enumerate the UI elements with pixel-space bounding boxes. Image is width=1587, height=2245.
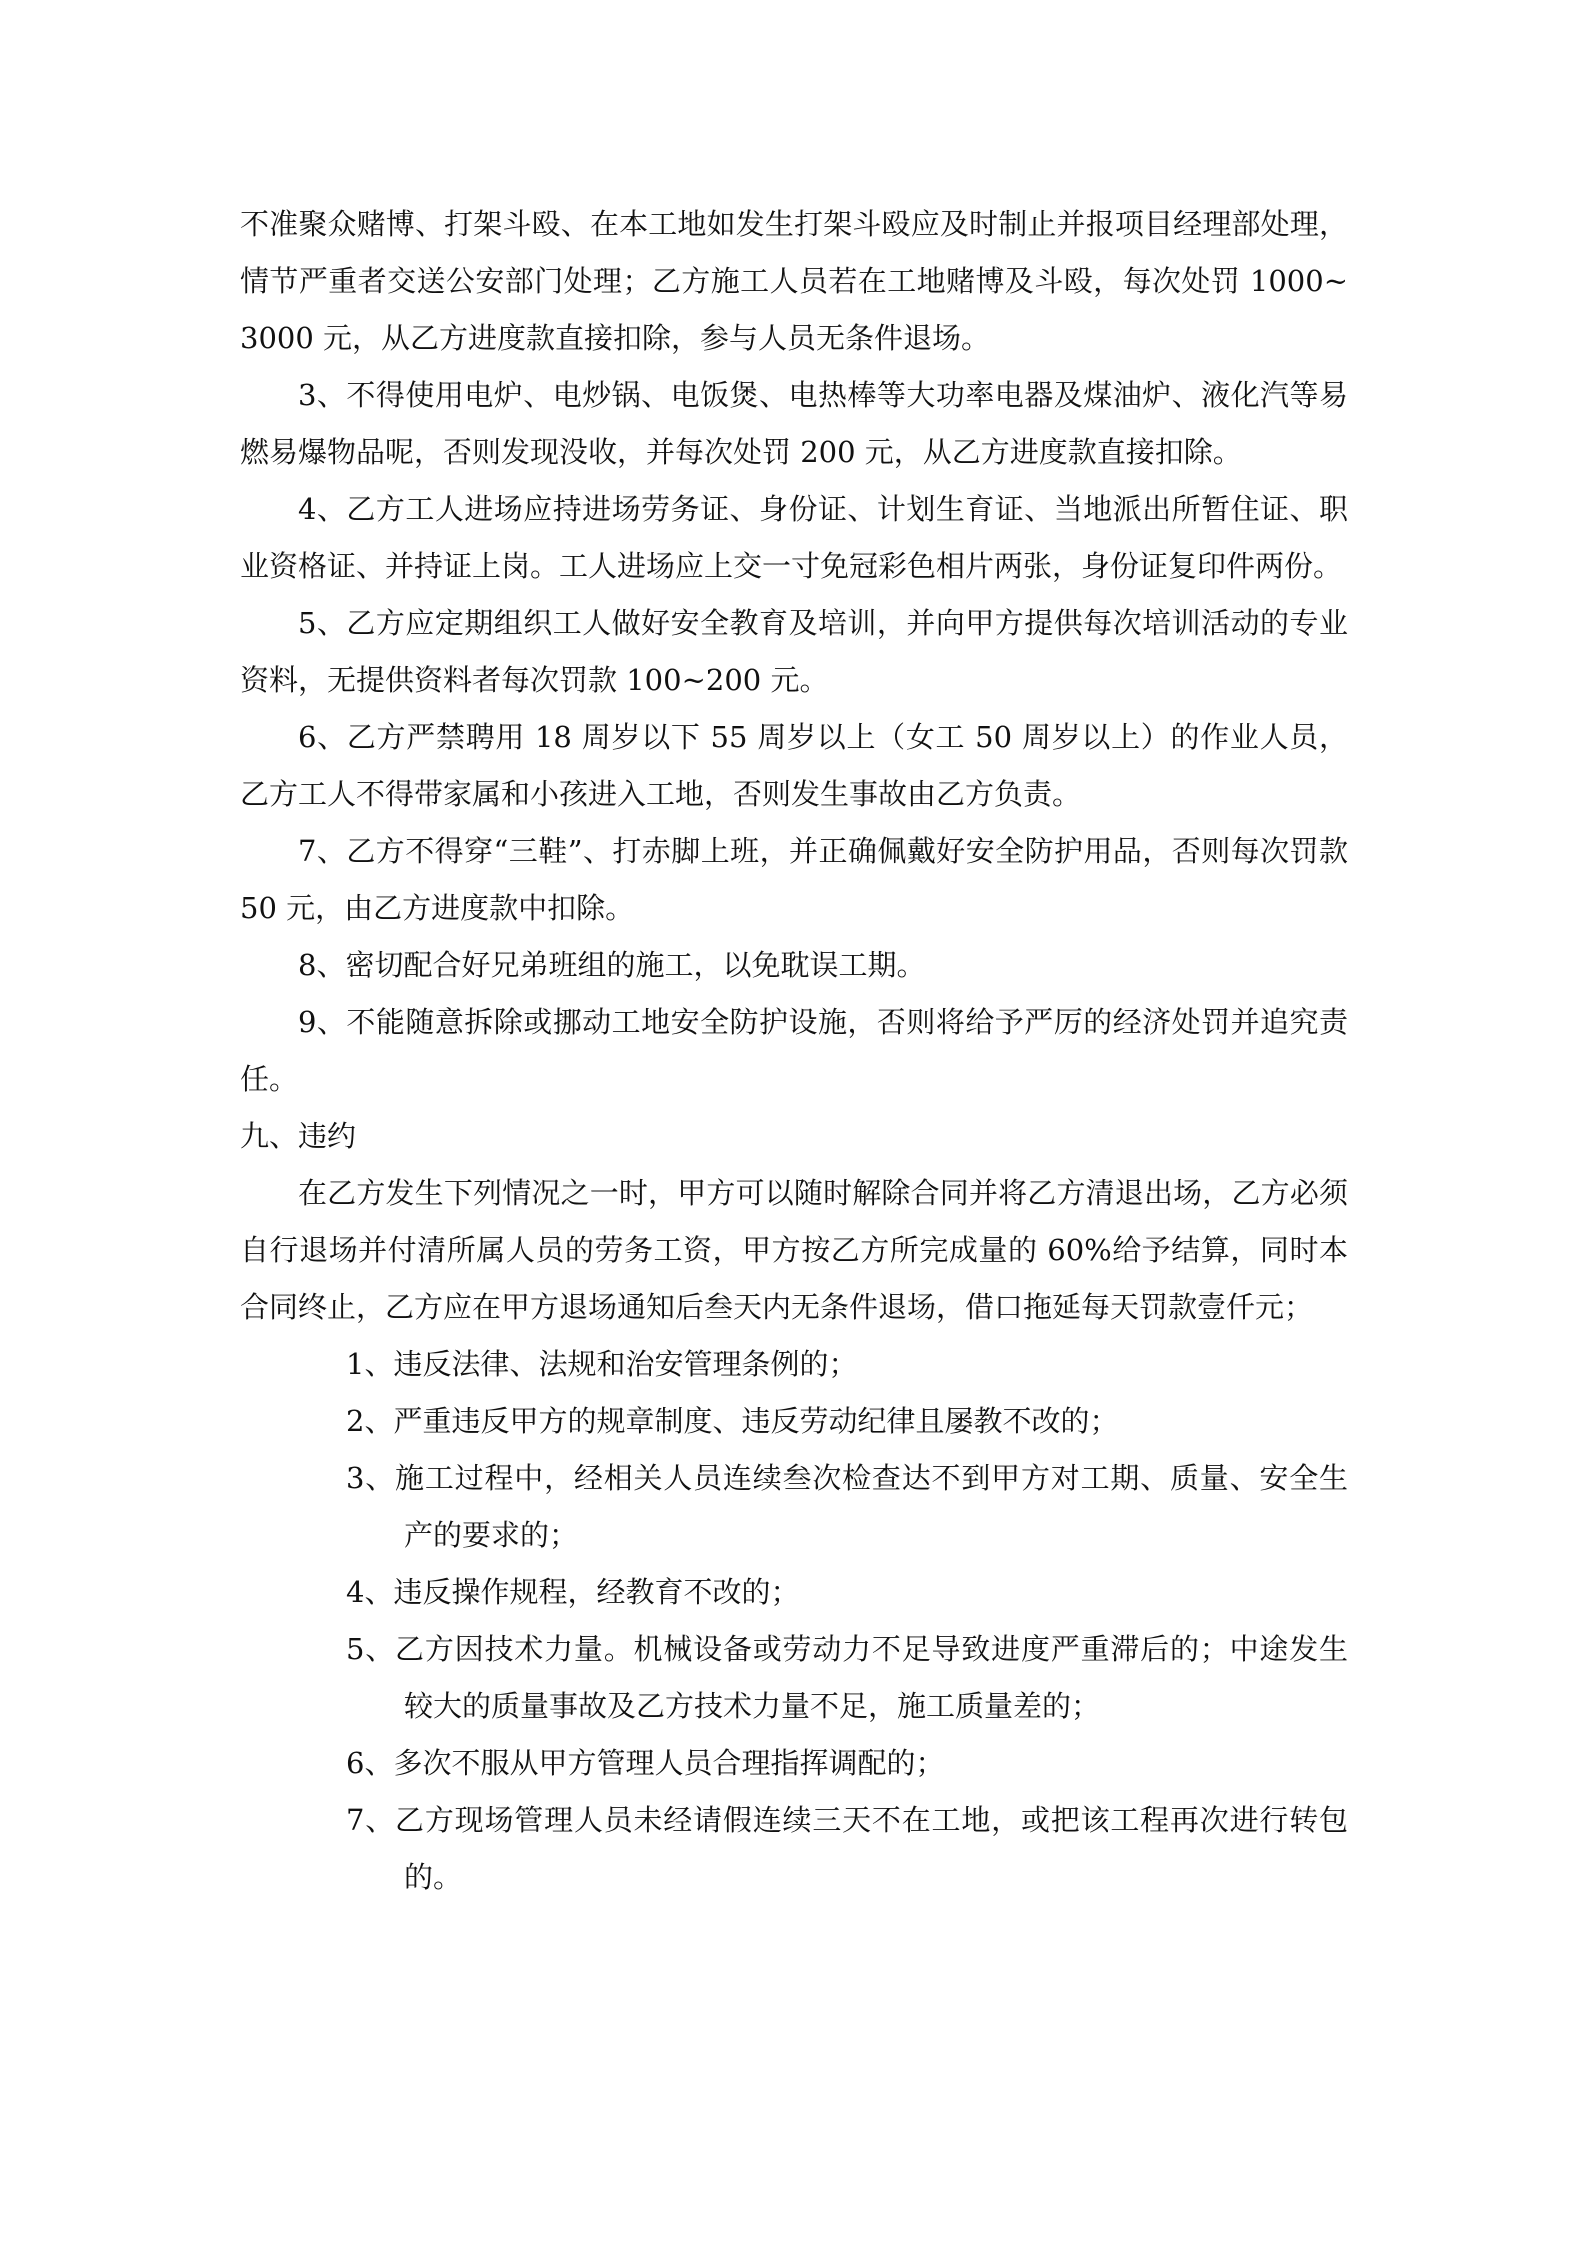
violations-list [240,1336,1348,1906]
paragraph-item-7: 7、乙方不得穿“三鞋”、打赤脚上班，并正确佩戴好安全防护用品，否则每次罚款 50 元，由乙方进度款中扣除。 [240,834,1348,925]
paragraph-item-4: 4、乙方工人进场应持进场劳务证、身份证、计划生育证、当地派出所暂住证、职业资格证、并持证上岗。工人进场应上交一寸免冠彩色相片两张，身份证复印件两份。 [240,492,1348,583]
paragraph-item-5: 5、乙方应定期组织工人做好安全教育及培训，并向甲方提供每次培训活动的专业资料，无提供资料者每次罚款 100~200 元。 [240,606,1348,697]
violation-item-3: 3、施工过程中，经相关人员连续叁次检查达不到甲方对工期、质量、安全生产的要求的； [346,1461,1348,1552]
paragraph-continued: 不准聚众赌博、打架斗殴、在本工地如发生打架斗殴应及时制止并报项目经理部处理，情节严重者交送公安部门处理；乙方施工人员若在工地赌博及斗殴，每次处罚 1000~3000 元，从乙方进度款直接扣除，参与人员无条件退场。 [240,207,1348,355]
violation-item-1: 1、违反法律、法规和治安管理条例的； [346,1347,858,1381]
violation-item-7: 7、乙方现场管理人员未经请假连续三天不在工地，或把该工程再次进行转包的。 [346,1803,1348,1894]
paragraph-item-8: 8、密切配合好兄弟班组的施工，以免耽误工期。 [298,948,926,982]
violation-item-4: 4、违反操作规程，经教育不改的； [346,1575,800,1609]
violation-item-6: 6、多次不服从甲方管理人员合理指挥调配的； [346,1746,945,1780]
paragraph-item-6: 6、乙方严禁聘用 18 周岁以下 55 周岁以上（女工 50 周岁以上）的作业人员，乙方工人不得带家属和小孩进入工地，否则发生事故由乙方负责。 [240,720,1348,811]
section-heading: 九、违约 [240,1119,357,1153]
violation-item-2: 2、严重违反甲方的规章制度、违反劳动纪律且屡教不改的； [346,1404,1119,1438]
paragraph-item-3: 3、不得使用电炉、电炒锅、电饭煲、电热棒等大功率电器及煤油炉、液化汽等易燃易爆物品呢，否则发现没收，并每次处罚 200 元，从乙方进度款直接扣除。 [240,378,1348,469]
section-intro: 在乙方发生下列情况之一时，甲方可以随时解除合同并将乙方清退出场，乙方必须自行退场并付清所属人员的劳务工资，甲方按乙方所完成量的 60%给予结算，同时本合同终止，乙方应在甲方退场通知后叁天内无条件退场，借口拖延每天罚款壹仟元； [240,1176,1348,1324]
document-body [240,196,1348,1906]
paragraph-item-9: 9、不能随意拆除或挪动工地安全防护设施，否则将给予严厉的经济处罚并追究责任。 [240,1005,1348,1096]
violation-item-5: 5、乙方因技术力量。机械设备或劳动力不足导致进度严重滞后的；中途发生较大的质量事故及乙方技术力量不足，施工质量差的； [346,1632,1348,1723]
